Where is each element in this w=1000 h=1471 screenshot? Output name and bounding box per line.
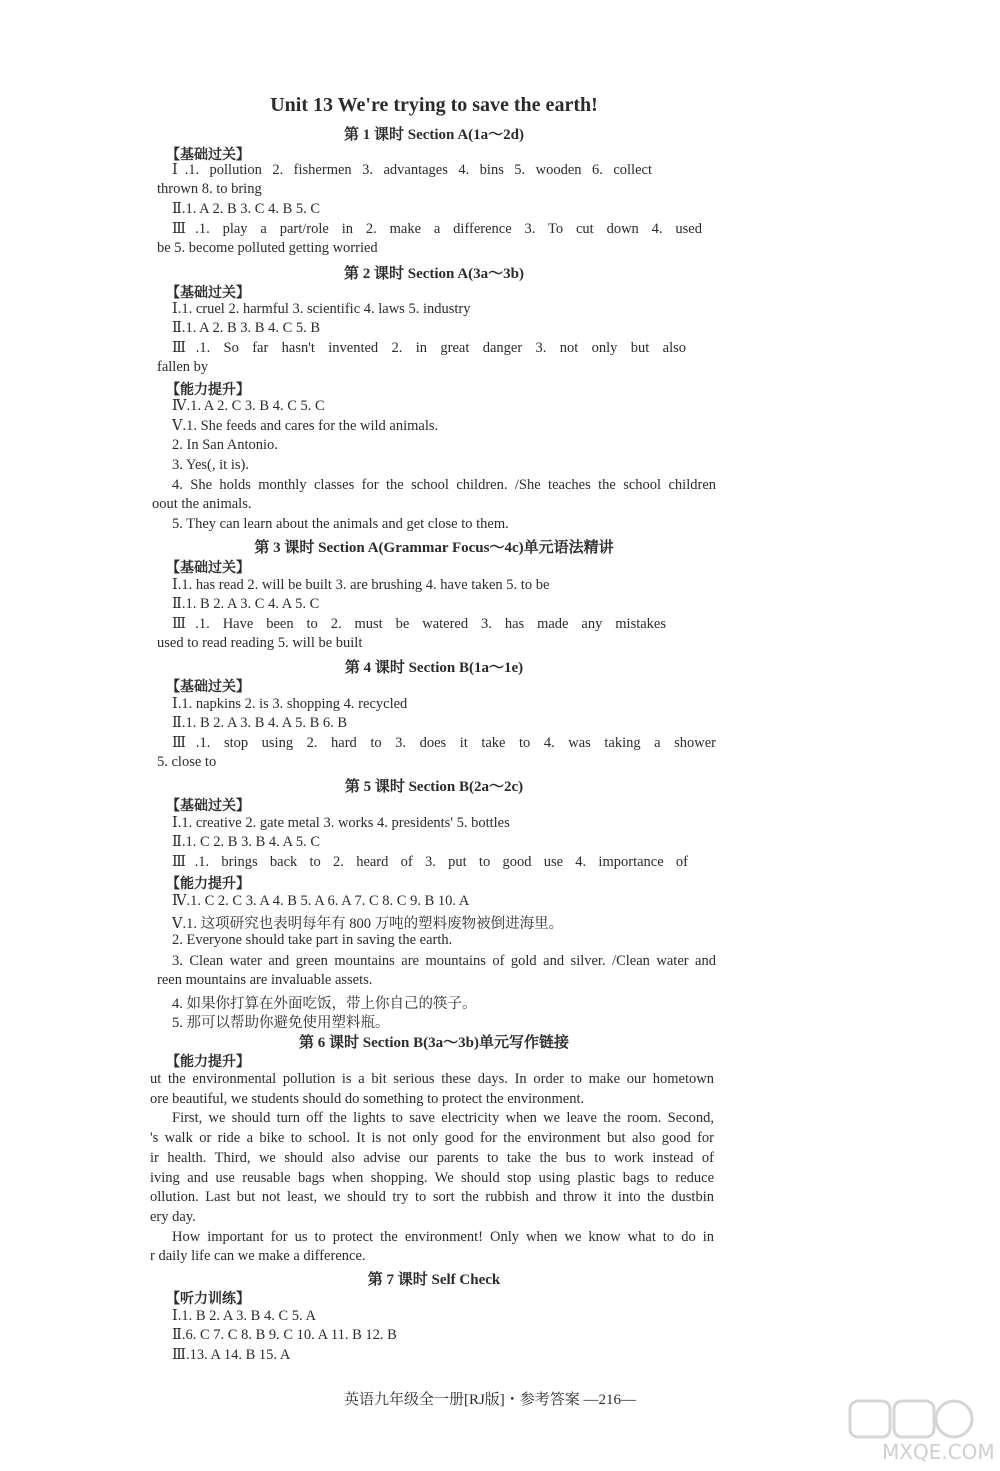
answer-line: 3. Clean water and green mountains are mountains of gold and silver. /Clean water and: [172, 953, 716, 969]
unit-title: Unit 13 We're trying to save the earth!: [270, 94, 598, 116]
answer-line: 5. close to: [157, 754, 217, 770]
answer-line: 4. 如果你打算在外面吃饭，带上你自己的筷子。: [172, 996, 477, 1012]
answer-line: 5. They can learn about the animals and get close to them.: [172, 516, 509, 532]
answer-line: 5. 那可以帮助你避免使用塑料瓶。: [172, 1015, 390, 1031]
tag-ability: 【能力提升】: [166, 877, 250, 892]
lesson-6-heading: 第 6 课时 Section B(3a～3b)单元写作链接: [298, 1035, 569, 1051]
answer-line: Ⅲ.1. So far hasn't invented 2. in great danger 3. not only but also: [172, 340, 686, 356]
answer-line: used to read reading 5. will be built: [157, 635, 363, 651]
answer-line: 2. In San Antonio.: [172, 437, 278, 453]
essay-line: ore beautiful, we students should do something to protect the environment.: [150, 1091, 585, 1107]
essay-line: First, we should turn off the lights to save electricity when we leave the room. Second,: [172, 1110, 714, 1126]
tag-basic: 【基础过关】: [166, 286, 250, 301]
watermark-text: MXQE.COM: [882, 1440, 995, 1464]
lesson-5-heading: 第 5 课时 Section B(2a～2c): [344, 779, 524, 795]
answer-line: Ⅰ.1. has read 2. will be built 3. are brushing 4. have taken 5. to be: [172, 577, 550, 593]
page-footer: 英语九年级全一册[RJ版]・参考答案 —216—: [343, 1392, 637, 1408]
tag-listening: 【听力训练】: [166, 1292, 250, 1307]
answer-line: fallen by: [157, 359, 209, 375]
answer-line: Ⅳ.1. A 2. C 3. B 4. C 5. C: [172, 398, 325, 414]
answer-line: Ⅲ.1. stop using 2. hard to 3. does it take to 4. was taking a shower: [172, 735, 716, 751]
answer-line: oout the animals.: [152, 496, 252, 512]
answer-line: 3. Yes(, it is).: [172, 457, 249, 473]
answer-line: reen mountains are invaluable assets.: [157, 972, 373, 988]
tag-basic: 【基础过关】: [166, 561, 250, 576]
answer-line: Ⅰ.1. napkins 2. is 3. shopping 4. recycled: [172, 696, 408, 712]
lesson-1-heading: 第 1 课时 Section A(1a～2d): [343, 127, 524, 143]
answer-line: Ⅱ.6. C 7. C 8. B 9. C 10. A 11. B 12. B: [172, 1327, 397, 1343]
essay-line: ery day.: [150, 1209, 196, 1225]
watermark-logo: [682, 1395, 995, 1465]
lesson-2-heading: 第 2 课时 Section A(3a～3b): [343, 266, 524, 282]
tag-basic: 【基础过关】: [166, 799, 250, 814]
answer-line: Ⅲ.1. brings back to 2. heard of 3. put to good use 4. importance of: [172, 854, 688, 870]
lesson-4-heading: 第 4 课时 Section B(1a～1e): [344, 660, 524, 676]
answer-line: 4. She holds monthly classes for the school children. /She teaches the school children: [172, 477, 716, 493]
answer-line: Ⅱ.1. B 2. A 3. B 4. A 5. B 6. B: [172, 715, 348, 731]
essay-line: ut the environmental pollution is a bit serious these days. In order to make our hometown: [150, 1071, 714, 1087]
answer-line: Ⅰ.1. B 2. A 3. B 4. C 5. A: [172, 1308, 316, 1324]
answer-line: Ⅱ.1. A 2. B 3. B 4. C 5. B: [172, 320, 321, 336]
answer-line: Ⅴ.1. She feeds and cares for the wild animals.: [172, 418, 439, 434]
answer-line: Ⅴ.1. 这项研究也表明每年有 800 万吨的塑料废物被倒进海里。: [172, 916, 564, 932]
answer-line: Ⅰ.1. cruel 2. harmful 3. scientific 4. laws 5. industry: [172, 301, 471, 317]
answer-line: be 5. become polluted getting worried: [157, 240, 378, 256]
answer-line: Ⅱ.1. B 2. A 3. C 4. A 5. C: [172, 596, 320, 612]
essay-line: ollution. Last but not least, we should try to sort the rubbish and throw it into the dustbin: [150, 1189, 714, 1205]
answer-line: 2. Everyone should take part in saving the earth.: [172, 932, 453, 948]
essay-line: How important for us to protect the environment! Only when we know what to do in: [172, 1229, 714, 1245]
answer-line: Ⅲ.13. A 14. B 15. A: [172, 1347, 291, 1363]
lesson-7-heading: 第 7 课时 Self Check: [367, 1272, 501, 1288]
lesson-3-heading: 第 3 课时 Section A(Grammar Focus～4c)单元语法精讲: [254, 540, 614, 556]
tag-basic: 【基础过关】: [166, 680, 250, 695]
tag-ability: 【能力提升】: [166, 1055, 250, 1070]
essay-line: iving and use reusable bags when shopping. We should stop using plastic bags to reduce: [150, 1170, 714, 1186]
answer-line: Ⅱ.1. A 2. B 3. C 4. B 5. C: [172, 201, 321, 217]
answer-line: Ⅰ.1. creative 2. gate metal 3. works 4. presidents' 5. bottles: [172, 815, 510, 831]
answer-line: Ⅲ.1. play a part/role in 2. make a difference 3. To cut down 4. used: [172, 221, 702, 237]
answer-line: Ⅲ.1. Have been to 2. must be watered 3. has made any mistakes: [172, 616, 666, 632]
essay-line: ir health. Third, we should also advise our parents to take the bus to work instead of: [150, 1150, 714, 1166]
tag-basic: 【基础过关】: [166, 148, 250, 163]
tag-ability: 【能力提升】: [166, 383, 250, 398]
answer-line: Ⅳ.1. C 2. C 3. A 4. B 5. A 6. A 7. C 8. C 9. B 10. A: [172, 893, 470, 909]
answer-line: thrown 8. to bring: [157, 181, 262, 197]
answer-line: Ⅱ.1. C 2. B 3. B 4. A 5. C: [172, 834, 321, 850]
essay-line: 's walk or ride a bike to school. It is not only good for the environment but also good for: [150, 1130, 714, 1146]
essay-line: r daily life can we make a difference.: [150, 1248, 366, 1264]
answer-line: Ⅰ.1. pollution 2. fishermen 3. advantages 4. bins 5. wooden 6. collect: [172, 162, 652, 178]
